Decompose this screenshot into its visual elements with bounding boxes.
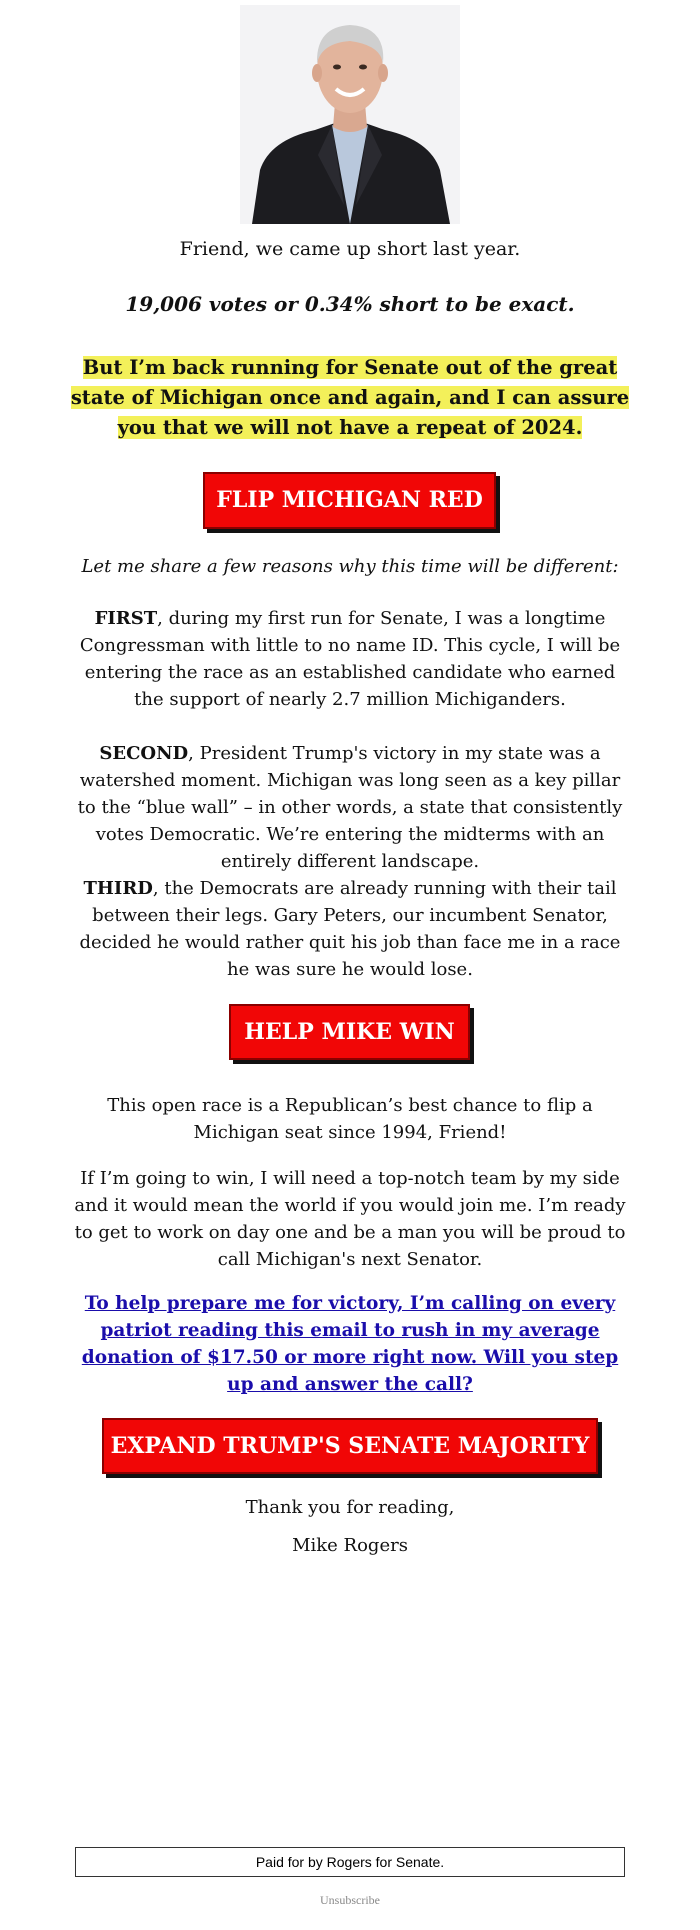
help-mike-win-button[interactable]: HELP MIKE WIN	[229, 1004, 470, 1060]
highlighted-text: But I’m back running for Senate out of the great state of Michigan once and again, and I can assure you that we will not have a repeat of 2024.	[70, 356, 630, 439]
unsubscribe-link[interactable]: Unsubscribe	[320, 1893, 380, 1907]
reason-second-label: SECOND	[99, 743, 189, 764]
reason-first-text: , during my first run for Senate, I was a longtime Congressman with little to no name ID. This cycle, I will be entering the race as an established candidate who earned the support of nearly 2.7 million Michiganders.	[79, 608, 621, 710]
reason-first-paragraph	[70, 605, 630, 713]
candidate-photo	[240, 5, 460, 224]
person-portrait-icon	[240, 5, 460, 224]
reason-third-paragraph	[70, 875, 630, 983]
reason-second-text: , President Trump's victory in my state was a watershed moment. Michigan was long seen as a key pillar to the “blue wall” – in other words, a state that consistently votes Democratic. We’re entering the midterms with an entirely different landscape.	[77, 743, 623, 872]
votes-short-text: 19,006 votes or 0.34% short to be exact.	[125, 292, 575, 316]
reason-third-text: , the Democrats are already running with their tail between their legs. Gary Peters, our incumbent Senator, decided he would rather quit his job than face me in a race he was sure he would lose.	[79, 878, 621, 980]
thanks-text: Thank you for reading,	[245, 1497, 455, 1518]
team-request-text: If I’m going to win, I will need a top-notch team by my side and it would mean the world if you would join me. I’m ready to get to work on day one and be a man you will be proud to call Michigan's next Senator.	[74, 1168, 626, 1270]
donate-link[interactable]: To help prepare me for victory, I’m calling on every patriot reading this email to rush in my average donation of $17.50 or more right now. Will you step up and answer the call?	[81, 1293, 619, 1395]
expand-senate-majority-button[interactable]: EXPAND TRUMP'S SENATE MAJORITY	[102, 1418, 598, 1474]
signature-text: Mike Rogers	[292, 1535, 408, 1556]
back-running-text	[70, 353, 630, 443]
greeting-text: Friend, we came up short last year.	[179, 238, 521, 260]
reasons-intro-text: Let me share a few reasons why this time will be different:	[81, 556, 619, 577]
open-race-text: This open race is a Republican’s best chance to flip a Michigan seat since 1994, Friend!	[107, 1095, 593, 1143]
donate-link-paragraph	[70, 1290, 630, 1398]
reason-first-label: FIRST	[94, 608, 158, 629]
paid-for-disclaimer: Paid for by Rogers for Senate.	[75, 1847, 625, 1877]
reason-third-label: THIRD	[83, 878, 153, 899]
reason-second-paragraph	[70, 740, 630, 875]
flip-michigan-red-button[interactable]: FLIP MICHIGAN RED	[203, 472, 496, 529]
